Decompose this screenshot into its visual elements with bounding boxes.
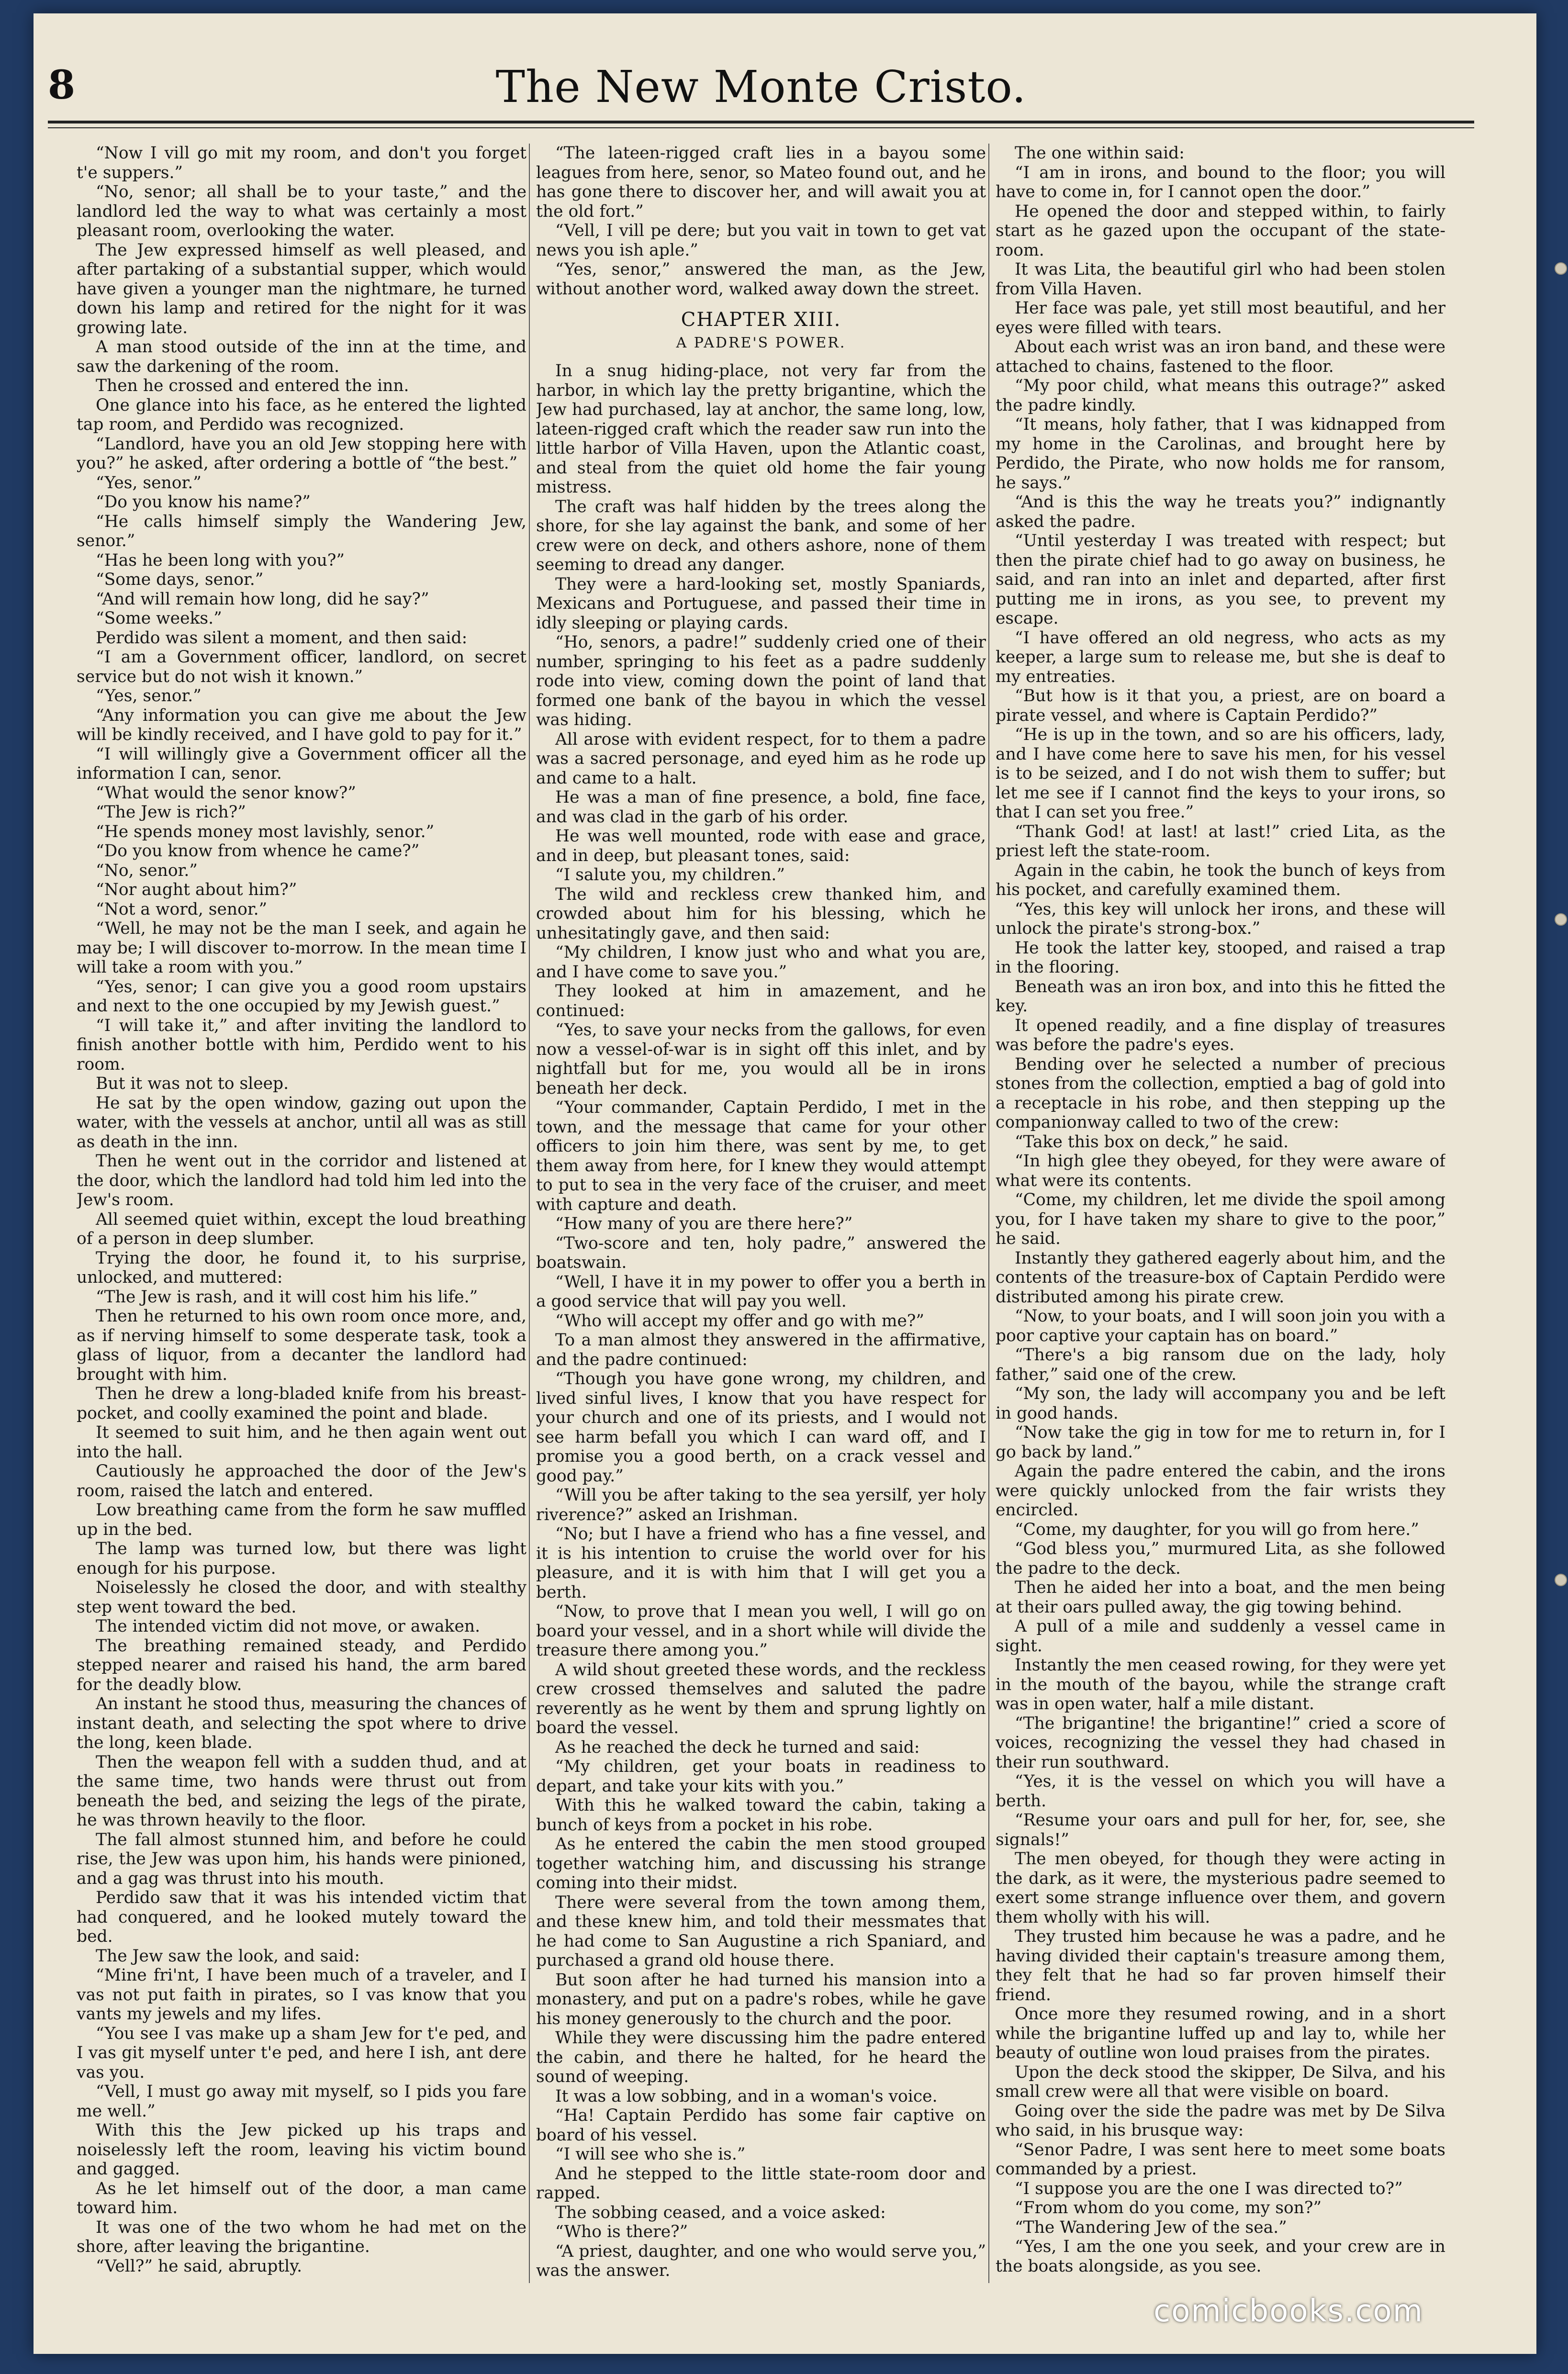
paragraph: “Vell?” he said, abruptly. <box>96 2256 302 2276</box>
paragraph: It opened readily, and a fine display of treasures was before the padre's eyes. <box>996 1016 1445 1054</box>
paragraph: Instantly the men ceased rowing, for they were yet in the mouth of the bayou, while the strange craft was in open water, half a mile distant. <box>996 1656 1445 1713</box>
paragraph: As he entered the cabin the men stood grouped together watching him, and discussing his strange coming into their midst. <box>536 1835 986 1892</box>
header-rule <box>48 121 1474 123</box>
paragraph: “My son, the lady will accompany you and be left in good hands. <box>996 1384 1445 1423</box>
paragraph: Perdido was silent a moment, and then said: <box>96 628 468 648</box>
paragraph: “No, senor; all shall be to your taste,” and the landlord led the way to what was certainly a most pleasant room, overlooking the water. <box>77 182 526 240</box>
paragraph: Cautiously he approached the door of the Jew's room, raised the latch and entered. <box>77 1462 526 1501</box>
paragraph: A man stood outside of the inn at the time, and saw the darkening of the room. <box>77 337 526 376</box>
paragraph: Noiselessly he closed the door, and with stealthy step went toward the bed. <box>77 1578 526 1617</box>
paragraph: It was one of the two whom he had met on the shore, after leaving the brigantine. <box>77 2217 526 2256</box>
paragraph: One glance into his face, as he entered the lighted tap room, and Perdido was recognized. <box>77 395 526 434</box>
paragraph: “I will willingly give a Government officer all the information I can, senor. <box>77 744 526 783</box>
paragraph: “Not a word, senor.” <box>96 899 268 919</box>
paragraph: He was well mounted, rode with ease and grace, and in deep, but pleasant tones, said: <box>536 827 986 865</box>
header-rule-thin <box>48 127 1474 128</box>
paragraph: Once more they resumed rowing, and in a short while the brigantine luffed up and lay to, while her beauty of outline won loud praises from the pirates. <box>996 2004 1445 2062</box>
paragraph: And he stepped to the little state-room door and rapped. <box>536 2164 986 2203</box>
paragraph: Then the weapon fell with a sudden thud, and at the same time, two hands were thrust out from beneath the bed, and seizing the legs of the pirate, he was thrown heavily to the floor. <box>77 1752 526 1830</box>
column-1 <box>77 144 526 2283</box>
paragraph: Upon the deck stood the skipper, De Silva, and his small crew were all that were visible on board. <box>996 2062 1445 2101</box>
paragraph: “Mine fri'nt, I have been much of a traveler, and I vas not put faith in pirates, so I vas know that you vants my jewels and my lifes. <box>77 1966 526 2024</box>
paragraph: “Yes, to save your necks from the gallows, for even now a vessel-of-war is in sight off this inlet, and by nightfall but for me, you would all be in irons beneath her deck. <box>536 1020 986 1098</box>
paragraph: The intended victim did not move, or awaken. <box>96 1617 481 1636</box>
paragraph: “And will remain how long, did he say?” <box>96 589 429 609</box>
paragraph: “Your commander, Captain Perdido, I met in the town, and the message that came for your other officers to join him there, was sent by me, to get them away from here, for I knew they would attempt to put to sea in the very face of the cruiser, and meet with capture and death. <box>536 1098 986 1214</box>
paragraph: In a snug hiding-place, not very far from the harbor, in which lay the pretty brigantine, which the Jew had purchased, lay at anchor, the same long, low, lateen-rigged craft which the reader saw run into the little harbor of Villa Haven, upon the Atlantic coast, and steal from the quiet old home the fair young mistress. <box>536 361 986 497</box>
paragraph: Bending over he selected a number of precious stones from the collection, emptied a bag of gold into a receptacle in his robe, and then stepping up the companionway called to two of the crew: <box>996 1054 1445 1132</box>
page-title: The New Monte Cristo. <box>495 61 1027 112</box>
paragraph: “Some days, senor.” <box>96 570 264 589</box>
paragraph: “Now I vill go mit my room, and don't you forget t'e suppers.” <box>77 144 526 182</box>
paragraph: “Well, he may not be the man I seek, and again he may be; I will discover to-morrow. In the mean time I will take a room with you.” <box>77 919 526 977</box>
paragraph: “Do you know from whence he came?” <box>96 841 420 861</box>
paragraph: “Yes, senor.” <box>96 473 202 493</box>
paragraph: Beneath was an iron box, and into this he fitted the key. <box>996 977 1445 1016</box>
paragraph: “I will see who she is.” <box>555 2145 746 2164</box>
paragraph: “Who is there?” <box>555 2222 688 2241</box>
paragraph: The Jew expressed himself as well pleased, and after partaking of a substantial supper, which would have given a younger man the nightmare, he turned down his lamp and retired for the night for it was growing late. <box>77 240 526 337</box>
paragraph: A wild shout greeted these words, and the reckless crew crossed themselves and saluted the padre reverently as he went by them and sprung lightly on board the vessel. <box>536 1660 986 1737</box>
paragraph: All arose with evident respect, for to them a padre was a sacred personage, and eyed him as he rode up and came to a halt. <box>536 729 986 788</box>
paragraph: “A priest, daughter, and one who would serve you,” was the answer. <box>536 2241 986 2280</box>
paragraph: As he reached the deck he turned and said: <box>555 1737 920 1757</box>
paragraph: Again in the cabin, he took the bunch of keys from his pocket, and carefully examined them. <box>996 861 1445 899</box>
paragraph: Going over the side the padre was met by De Silva who said, in his brusque way: <box>996 2101 1445 2140</box>
paragraph: “Take this box on deck,” he said. <box>1015 1132 1289 1152</box>
paragraph: But soon after he had turned his mansion into a monastery, and put on a padre's robes, while he gave his money generously to the church and the poor. <box>536 1970 986 2028</box>
paragraph: Perdido saw that it was his intended victim that had conquered, and he looked mutely toward the bed. <box>77 1888 526 1946</box>
paragraph: “He calls himself simply the Wandering Jew, senor.” <box>77 512 526 550</box>
paragraph: Then he returned to his own room once more, and, as if nerving himself to some desperate task, took a glass of liquor, from a decanter the landlord had brought with him. <box>77 1307 526 1384</box>
paragraph: “You see I vas make up a sham Jew for t'e ped, and I vas git myself unter t'e ped, and here I ish, ant dere vas you. <box>77 2024 526 2082</box>
paragraph: “I will take it,” and after inviting the landlord to finish another bottle with him, Perdido went to his room. <box>77 1016 526 1074</box>
paragraph: The Jew saw the look, and said: <box>96 1946 360 1966</box>
paragraph: They looked at him in amazement, and he continued: <box>536 982 986 1020</box>
paragraph: With this he walked toward the cabin, taking a bunch of keys from a pocket in his robe. <box>536 1796 986 1835</box>
paragraph: “And is this the way he treats you?” indignantly asked the padre. <box>996 493 1445 531</box>
paragraph: There were several from the town among them, and these knew him, and told their messmates that he had come to San Augustine a rich Spaniard, and purchased a grand old house there. <box>536 1892 986 1970</box>
paragraph: Low breathing came from the form he saw muffled up in the bed. <box>77 1501 526 1539</box>
paragraph: “I have offered an old negress, who acts as my keeper, a large sum to release me, but she is deaf to my entreaties. <box>996 628 1445 686</box>
paragraph: “Yes, senor.” <box>96 686 202 705</box>
paragraph: “Well, I have it in my power to offer you a berth in a good service that will pay you well. <box>536 1272 986 1311</box>
paragraph: “The Jew is rash, and it will cost him his life.” <box>96 1287 478 1307</box>
paragraph: Trying the door, he found it, to his surprise, unlocked, and muttered: <box>77 1248 526 1287</box>
paragraph: “Do you know his name?” <box>96 493 311 512</box>
paragraph: The one within said: <box>1015 144 1185 163</box>
paragraph: “Come, my daughter, for you will go from here.” <box>1015 1520 1419 1539</box>
paragraph: “Yes, senor,” answered the man, as the Jew, without another word, walked away down the street. <box>536 260 986 299</box>
column-divider <box>529 144 530 2283</box>
paragraph: It was a low sobbing, and in a woman's voice. <box>555 2086 938 2106</box>
paragraph: “In high glee they obeyed, for they were aware of what were its contents. <box>996 1152 1445 1190</box>
paragraph: He was a man of fine presence, a bold, fine face, and was clad in the garb of his order. <box>536 788 986 827</box>
paragraph: About each wrist was an iron band, and these were attached to chains, fastened to the floor. <box>996 337 1445 376</box>
column-2 <box>536 144 986 2283</box>
paragraph: “The brigantine! the brigantine!” cried a score of voices, recognizing the vessel they had chased in their run southward. <box>996 1713 1445 1772</box>
paragraph: “Nor aught about him?” <box>96 880 297 899</box>
page-number: 8 <box>48 62 76 108</box>
paragraph: “Come, my children, let me divide the spoil among you, for I have taken my share to give to the poor,” he said. <box>996 1190 1445 1248</box>
paragraph: “It means, holy father, that I was kidnapped from my home in the Carolinas, and brought here by Perdido, the Pirate, who now holds me for ransom, he says.” <box>996 415 1445 493</box>
paragraph: He opened the door and stepped within, to fairly start as he gazed upon the occupant of the state-room. <box>996 202 1445 260</box>
paragraph: “No; but I have a friend who has a fine vessel, and it is his intention to cruise the world over for his pleasure, and it is with him that I will get you a berth. <box>536 1524 986 1602</box>
paragraph: “Yes, I am the one you seek, and your crew are in the boats alongside, as you see. <box>996 2237 1445 2276</box>
paragraph: “My poor child, what means this outrage?” asked the padre kindly. <box>996 376 1445 415</box>
paragraph: “Ha! Captain Perdido has some fair captive on board of his vessel. <box>536 2106 986 2145</box>
paragraph: Her face was pale, yet still most beautiful, and her eyes were filled with tears. <box>996 299 1445 337</box>
paragraph: “The lateen-rigged craft lies in a bayou some leagues from here, senor, so Mateo found out, and he has gone there to discover her, and will await you at the old fort.” <box>536 144 986 221</box>
paragraph: “My children, get your boats in readiness to depart, and take your kits with you.” <box>536 1757 986 1796</box>
paragraph: Then he crossed and entered the inn. <box>96 376 409 395</box>
paragraph: “There's a big ransom due on the lady, holy father,” said one of the crew. <box>996 1345 1445 1384</box>
paragraph: The sobbing ceased, and a voice asked: <box>555 2203 886 2222</box>
paragraph: Then he drew a long-bladed knife from his breast-pocket, and coolly examined the point and blade. <box>77 1384 526 1423</box>
paragraph: “I am in irons, and bound to the floor; you will have to come in, for I cannot open the door.” <box>996 163 1445 202</box>
paragraph: An instant he stood thus, measuring the chances of instant death, and selecting the spot where to drive the long, keen blade. <box>77 1694 526 1752</box>
paragraph: “He spends money most lavishly, senor.” <box>96 822 435 841</box>
paragraph: “Vell, I must go away mit myself, so I pids you fare me well.” <box>77 2082 526 2121</box>
paragraph: “I am a Government officer, landlord, on secret service but do not wish it known.” <box>77 648 526 686</box>
paragraph: “Yes, senor; I can give you a good room upstairs and next to the one occupied by my Jewish guest.” <box>77 977 526 1016</box>
paragraph: “Any information you can give me about the Jew will be kindly received, and I have gold to pay for it.” <box>77 705 526 744</box>
paragraph: “Senor Padre, I was sent here to meet some boats commanded by a priest. <box>996 2140 1445 2179</box>
paragraph: “Yes, this key will unlock her irons, and these will unlock the pirate's strong-box.” <box>996 899 1445 938</box>
paragraph: He took the latter key, stooped, and raised a trap in the flooring. <box>996 938 1445 977</box>
paragraph: “Landlord, have you an old Jew stopping here with you?” he asked, after ordering a bottle of “the best.” <box>77 434 526 473</box>
paragraph: “Ho, senors, a padre!” suddenly cried one of their number, springing to his feet as a padre suddenly rode into view, coming down the point of land that formed one bank of the bayou in which the vessel was hiding. <box>536 633 986 729</box>
paragraph: “Some weeks.” <box>96 609 222 628</box>
chapter-subheading: A PADRE'S POWER. <box>676 334 846 351</box>
paragraph: “How many of you are there here?” <box>555 1214 853 1233</box>
paragraph: “The Wandering Jew of the sea.” <box>1015 2217 1287 2237</box>
paragraph: Then he went out in the corridor and listened at the door, which the landlord had told him led into the Jew's room. <box>77 1152 526 1209</box>
paragraph: “Thank God! at last! at last!” cried Lita, as the priest left the state-room. <box>996 822 1445 861</box>
paragraph: “Vell, I vill pe dere; but you vait in town to get vat news you ish aple.” <box>536 221 986 260</box>
paragraph: “God bless you,” murmured Lita, as she followed the padre to the deck. <box>996 1539 1445 1578</box>
paragraph: “Now, to your boats, and I will soon join you with a poor captive your captain has on board.” <box>996 1307 1445 1345</box>
paragraph: They trusted him because he was a padre, and he having divided their captain's treasure among them, they felt that he had so far proven himself their friend. <box>996 1927 1445 2004</box>
paragraph: The lamp was turned low, but there was light enough for his purpose. <box>77 1539 526 1578</box>
paragraph: “Who will accept my offer and go with me?” <box>555 1311 925 1331</box>
paragraph: “I suppose you are the one I was directed to?” <box>1015 2179 1403 2198</box>
paragraph: Again the padre entered the cabin, and the irons were quickly unlocked from the fair wrists they encircled. <box>996 1462 1445 1520</box>
column-3 <box>996 144 1445 2283</box>
paragraph: “Will you be after taking to the sea yersilf, yer holy riverence?” asked an Irishman. <box>536 1486 986 1524</box>
paragraph: “Two-score and ten, holy padre,” answered the boatswain. <box>536 1233 986 1272</box>
paragraph: The breathing remained steady, and Perdido stepped nearer and raised his hand, the arm bared for the deadly blow. <box>77 1636 526 1694</box>
paragraph: To a man almost they answered in the affirmative, and the padre continued: <box>536 1331 986 1369</box>
watermark: comicbooks.com <box>1154 2294 1424 2329</box>
paragraph: “From whom do you come, my son?” <box>1015 2198 1322 2217</box>
paragraph: It was Lita, the beautiful girl who had been stolen from Villa Haven. <box>996 260 1445 299</box>
paragraph: “Has he been long with you?” <box>96 550 345 570</box>
paragraph: While they were discussing him the padre entered the cabin, and there he halted, for he heard the sound of weeping. <box>536 2028 986 2086</box>
paragraph: “Resume your oars and pull for her, for, see, she signals!” <box>996 1811 1445 1849</box>
column-divider <box>988 144 989 2283</box>
paragraph: He sat by the open window, gazing out upon the water, with the vessels at anchor, until all was as still as death in the inn. <box>77 1093 526 1152</box>
paragraph: “Until yesterday I was treated with respect; but then the pirate chief had to go away on business, he said, and ran into an inlet and departed, after first putting me in irons, as you see, to prevent my escape. <box>996 531 1445 628</box>
paragraph: “Yes, it is the vessel on which you will have a berth. <box>996 1772 1445 1811</box>
paragraph: As he let himself out of the door, a man came toward him. <box>77 2179 526 2217</box>
paragraph: But it was not to sleep. <box>96 1074 289 1093</box>
chapter-heading: CHAPTER XIII. <box>681 309 841 331</box>
paragraph: “Now take the gig in tow for me to return in, for I go back by land.” <box>996 1423 1445 1462</box>
paragraph: With this the Jew picked up his traps and noiselessly left the room, leaving his victim bound and gagged. <box>77 2121 526 2179</box>
paragraph: “Now, to prove that I mean you well, I will go on board your vessel, and in a short while will divide the treasure there among you.” <box>536 1602 986 1660</box>
paragraph: “But how is it that you, a priest, are on board a pirate vessel, and where is Captain Perdido?” <box>996 686 1445 725</box>
paragraph: “No, senor.” <box>96 861 198 880</box>
paragraph: “What would the senor know?” <box>96 783 356 803</box>
paragraph: “My children, I know just who and what you are, and I have come to save you.” <box>536 943 986 982</box>
page-header <box>48 53 1474 129</box>
paragraph: All seemed quiet within, except the loud breathing of a person in deep slumber. <box>77 1209 526 1248</box>
paragraph: The men obeyed, for though they were acting in the dark, as it were, the mysterious padre seemed to exert some strange influence over them, and govern them wholly with his will. <box>996 1849 1445 1927</box>
paragraph: It seemed to suit him, and he then again went out into the hall. <box>77 1423 526 1462</box>
paragraph: “Though you have gone wrong, my children, and lived sinful lives, I know that you have respect for your church and one of its priests, and I would not see harm befall you which I can ward off, and I promise you a good berth, on a crack vessel and good pay.” <box>536 1369 986 1486</box>
paragraph: “He is up in the town, and so are his officers, lady, and I have come here to save his men, for his vessel is to be seized, and I do not wish them to suffer; but let me see if I cannot find the keys to your irons, so that I can set you free.” <box>996 725 1445 822</box>
paragraph: A pull of a mile and suddenly a vessel came in sight. <box>996 1617 1445 1656</box>
paragraph: The craft was half hidden by the trees along the shore, for she lay against the bank, and some of her crew were on deck, and others ashore, none of them seeming to dread any danger. <box>536 497 986 574</box>
paragraph: They were a hard-looking set, mostly Spaniards, Mexicans and Portuguese, and passed their time in idly sleeping or playing cards. <box>536 574 986 633</box>
paragraph: “I salute you, my children.” <box>555 865 785 885</box>
paragraph: Instantly they gathered eagerly about him, and the contents of the treasure-box of Captain Perdido were distributed among his pirate crew. <box>996 1248 1445 1307</box>
paragraph: The fall almost stunned him, and before he could rise, the Jew was upon him, his hands were pinioned, and a gag was thrust into his mouth. <box>77 1830 526 1888</box>
paragraph: The wild and reckless crew thanked him, and crowded about him for his blessing, which he unhesitatingly gave, and then said: <box>536 885 986 943</box>
paragraph: “The Jew is rich?” <box>96 803 246 822</box>
paragraph: Then he aided her into a boat, and the men being at their oars pulled away, the gig towing behind. <box>996 1578 1445 1617</box>
